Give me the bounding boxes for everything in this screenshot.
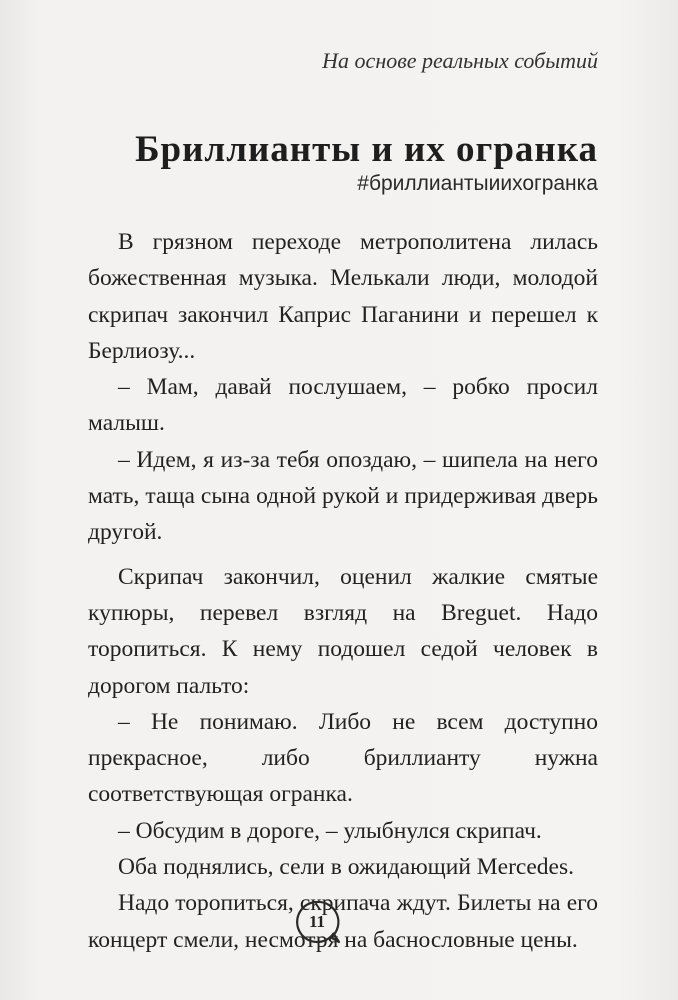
chapter-title: Бриллианты и их огранка [135,129,598,170]
paragraph: – Не понимаю. Либо не всем доступно прекрасное, либо бриллианту нужна соответствующая огранка. [88,708,598,808]
page-number: 11 [308,912,326,931]
chapter-hashtag: #бриллиантыиихогранка [357,172,598,195]
paragraph: Оба поднялись, сели в ожидающий Mercedes. [118,854,574,881]
running-head: На основе реальных событий [322,48,598,73]
paragraph: – Идем, я из-за тебя опоздаю, – шипела на него мать, таща сына одной рукой и придерживая дверь другой. [88,446,598,546]
paragraph: Скрипач закончил, оценил жалкие смятые купюры, перевел взгляд на Breguet. Надо торопиться. К нему подошел седой человек в дорогом пальто: [88,563,598,699]
paragraph: – Обсудим в дороге, – улыбнулся скрипач. [118,817,542,844]
page-number-badge [295,900,337,942]
body-text [88,224,598,958]
paragraph: – Мам, давай послушаем, – робко просил малыш. [88,374,598,437]
paragraph: Надо торопиться, скрипача ждут. Билеты на его концерт смели, несмотря на баснословные цены. [88,890,598,953]
paragraph: В грязном переходе метрополитена лилась божественная музыка. Мелькали люди, молодой скрипач закончил Каприс Паганини и перешел к Берлиозу... [88,229,598,364]
